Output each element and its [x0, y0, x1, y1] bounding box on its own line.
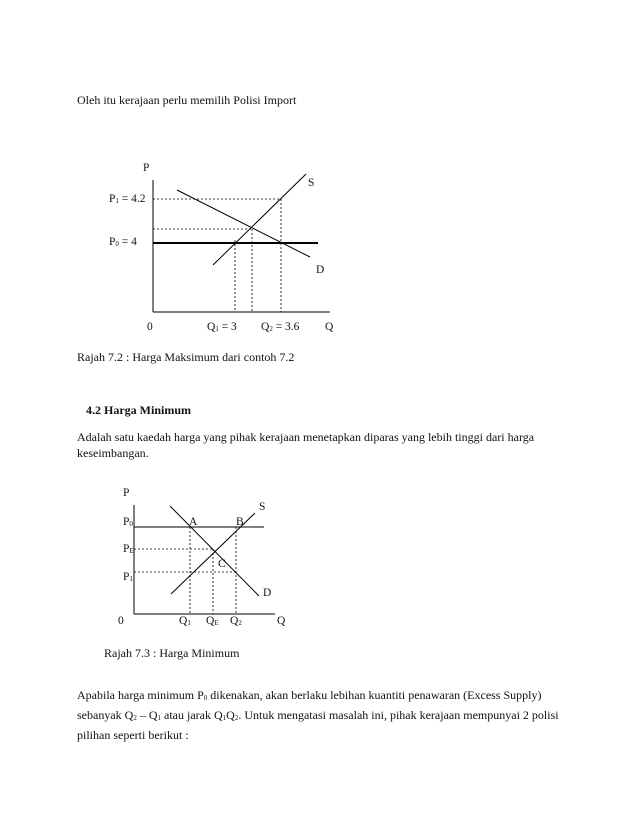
fig2-point-a: A: [189, 516, 198, 528]
fig2-y-axis-label: P: [123, 487, 130, 499]
fig2-supply-label: S: [259, 501, 266, 513]
fig2-q1-label: $Q_1$: [179, 615, 191, 627]
section-heading: 4.2 Harga Minimum: [86, 403, 191, 417]
fig1-x-axis-label: Q: [325, 321, 334, 333]
fig2-q2-label: $Q_2$: [230, 615, 242, 627]
fig1-q1-label: $Q_1 = 3$: [207, 321, 237, 333]
closing-paragraph: Apabila harga minimum $P_0$ dikenakan, akan berlaku lebihan kuantiti penawaran (Excess Supply) sebanyak $Q_2 - Q_1$ atau jarak $Q_1Q_2$. Untuk mengatasi masalah ini, pihak kerajaan mempunyai 2 polisi pilihan seperti berikut :: [77, 688, 559, 742]
fig1-caption: Rajah 7.2 : Harga Maksimum dari contoh 7.2: [77, 350, 295, 364]
fig1-demand-curve: [177, 190, 310, 257]
fig1-demand-label: D: [316, 264, 325, 276]
fig2-p1-label: $P_1$: [123, 571, 133, 583]
fig1-p0-label: $P_0 = 4$: [109, 236, 137, 248]
fig2-caption: Rajah 7.3 : Harga Minimum: [104, 646, 240, 660]
fig1-origin-label: 0: [147, 321, 153, 333]
fig2-x-axis-label: Q: [277, 615, 286, 627]
fig2-p0-label: $P_0$: [123, 516, 133, 528]
fig2-pe-label: $P_E$: [123, 543, 134, 555]
intro-line: Oleh itu kerajaan perlu memilih Polisi Import: [77, 93, 297, 107]
fig1-p1-label: $P_1 = 4.2$: [109, 193, 146, 205]
fig2-qe-label: $Q_E$: [206, 615, 219, 627]
fig2-demand-label: D: [263, 587, 272, 599]
section-paragraph: Adalah satu kaedah harga yang pihak kerajaan menetapkan diparas yang lebih tinggi dari harga keseimbangan.: [77, 430, 535, 460]
fig2-point-c: C: [218, 558, 226, 570]
fig1-supply-curve: [213, 174, 306, 265]
fig2-point-b: B: [236, 516, 244, 528]
fig1-q2-label: $Q_2 = 3.6$: [261, 321, 300, 333]
fig1-y-axis-label: P: [143, 162, 150, 174]
fig1-supply-label: S: [308, 177, 315, 189]
fig2-origin-label: 0: [118, 615, 124, 627]
